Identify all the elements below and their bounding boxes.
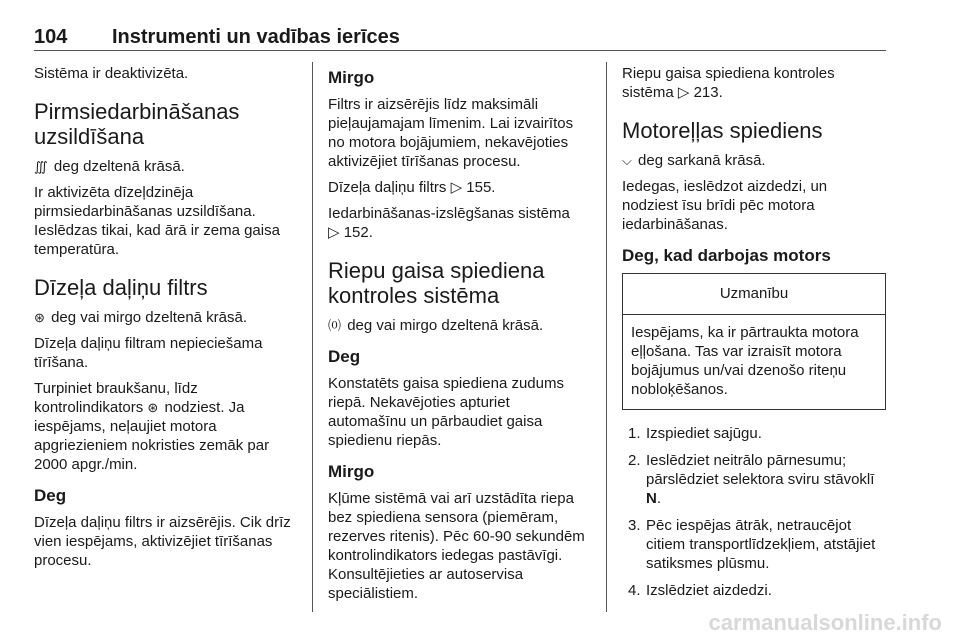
glow-plug-icon: ∭ [34,159,48,174]
reference-start-stop[interactable]: Iedarbināšanas-izslēgšanas sistēma ▷ 152. [328,205,570,241]
tpms-flashing-text: Kļūme sistēmā vai arī uzstādīta riepa bez spiediena sensora (piemēram, rezerves ritenis). Pēc 60-90 sekundēm kontrolindikators iedegas pastāvīgi. Konsultējieties ar autoservisa speciālistiem. [328,490,585,602]
reference-tpms[interactable]: Riepu gaisa spiediena kontroles sistēma ▷ 213. [622,65,835,101]
list-item: 1. Izspiediet sajūgu. [628,425,762,442]
dpf-instruction: Turpiniet braukšanu, līdz kontrolindikators ⊛ nodziest. Ja iespējams, neļaujiet motora apgriezieniem nokristies zemāk par 2000 apgr./min. [34,380,270,473]
column-divider [312,62,313,612]
header-divider [34,50,886,51]
dpf-flashing-text: Filtrs ir aizsērējis līdz maksimāli pieļaujamajam līmenim. Lai izvairītos no motora bojājumiem, nekavējoties aktivizējiet tīrīšanas procesu. [328,96,574,170]
column-right [622,64,886,608]
heading-flashing: Mirgo [328,68,375,87]
page-ref-arrow-icon: ▷ [677,84,690,101]
intro-text: Sistēma ir deaktivizēta. [34,65,189,82]
heading-tire-pressure: Riepu gaisa spiediena kontroles sistēma [328,258,545,308]
list-item: 2. Ieslēdziet neitrālo pārnesumu; pārslēdziet selektora sviru stāvoklī N. [628,452,875,507]
page-ref-arrow-icon: ▷ [328,224,340,241]
tpms-lit-text: Konstatēts gaisa spiediena zudums riepā. Nekavējoties apturiet automašīnu un pārbaudiet gaisa spiedienu riepās. [328,375,564,449]
particle-filter-icon: ⊛ [34,310,45,325]
dpf-description: Dīzeļa daļiņu filtram nepieciešama tīrīšana. [34,335,263,371]
heading-flashing: Mirgo [328,462,375,481]
list-item: 4. Izslēdziet aizdedzi. [628,582,772,599]
particle-filter-icon: ⊛ [147,400,159,415]
heading-diesel-filter: Dīzeļa daļiņu filtrs [34,275,208,300]
page-header [34,26,886,52]
preheat-description: Ir aktivizēta dīzeļdzinēja pirmsiedarbināšanas uzsildīšana. Ieslēdzas tikai, kad ārā ir zema gaisa temperatūra. [34,184,280,258]
watermark: carmanualsonline.info [708,610,942,635]
chapter-title: Instrumenti un vadības ierīces [112,26,400,48]
tire-pressure-icon: ⒪ [328,318,342,333]
warning-text: Iespējams, ka ir pārtraukta motora eļļošana. Tas var izraisīt motora bojājumus un/vai dzenošo riteņu nobloķēšanos. [631,324,859,398]
warning-title: Uzmanību [623,274,885,315]
tpms-status: ⒪ deg vai mirgo dzeltenā krāsā. [328,317,544,334]
heading-running: Deg, kad darbojas motors [622,246,831,265]
oil-can-icon: ⌵ [622,153,632,168]
heading-lit: Deg [34,486,67,505]
oil-status: ⌵ deg sarkanā krāsā. [622,152,766,169]
heading-lit: Deg [328,347,361,366]
heading-preheating: Pirmsiedarbināšanas uzsildīšana [34,99,240,149]
preheat-status: ∭ deg dzeltenā krāsā. [34,158,185,175]
warning-box [622,273,886,410]
dpf-lit-text: Dīzeļa daļiņu filtrs ir aizsērējis. Cik drīz vien iespējams, aktivizējiet tīrīšanas procesu. [34,514,291,569]
dpf-status: ⊛ deg vai mirgo dzeltenā krāsā. [34,309,248,326]
page-ref-arrow-icon: ▷ [450,179,463,196]
reference-dpf[interactable]: Dīzeļa daļiņu filtrs ▷ 155. [328,179,496,196]
column-divider [606,62,607,612]
column-middle [328,64,590,610]
column-left [34,64,296,577]
heading-oil-pressure: Motoreļļas spiediens [622,118,823,143]
list-item: 3. Pēc iespējas ātrāk, netraucējot citiem transportlīdzekļiem, atstājiet satiksmes plūsmu. [628,517,876,572]
oil-description: Iedegas, ieslēdzot aizdedzi, un nodziest īsu brīdi pēc motora iedarbināšanas. [622,178,828,233]
page-number: 104 [34,26,68,48]
steps-list [622,424,886,600]
